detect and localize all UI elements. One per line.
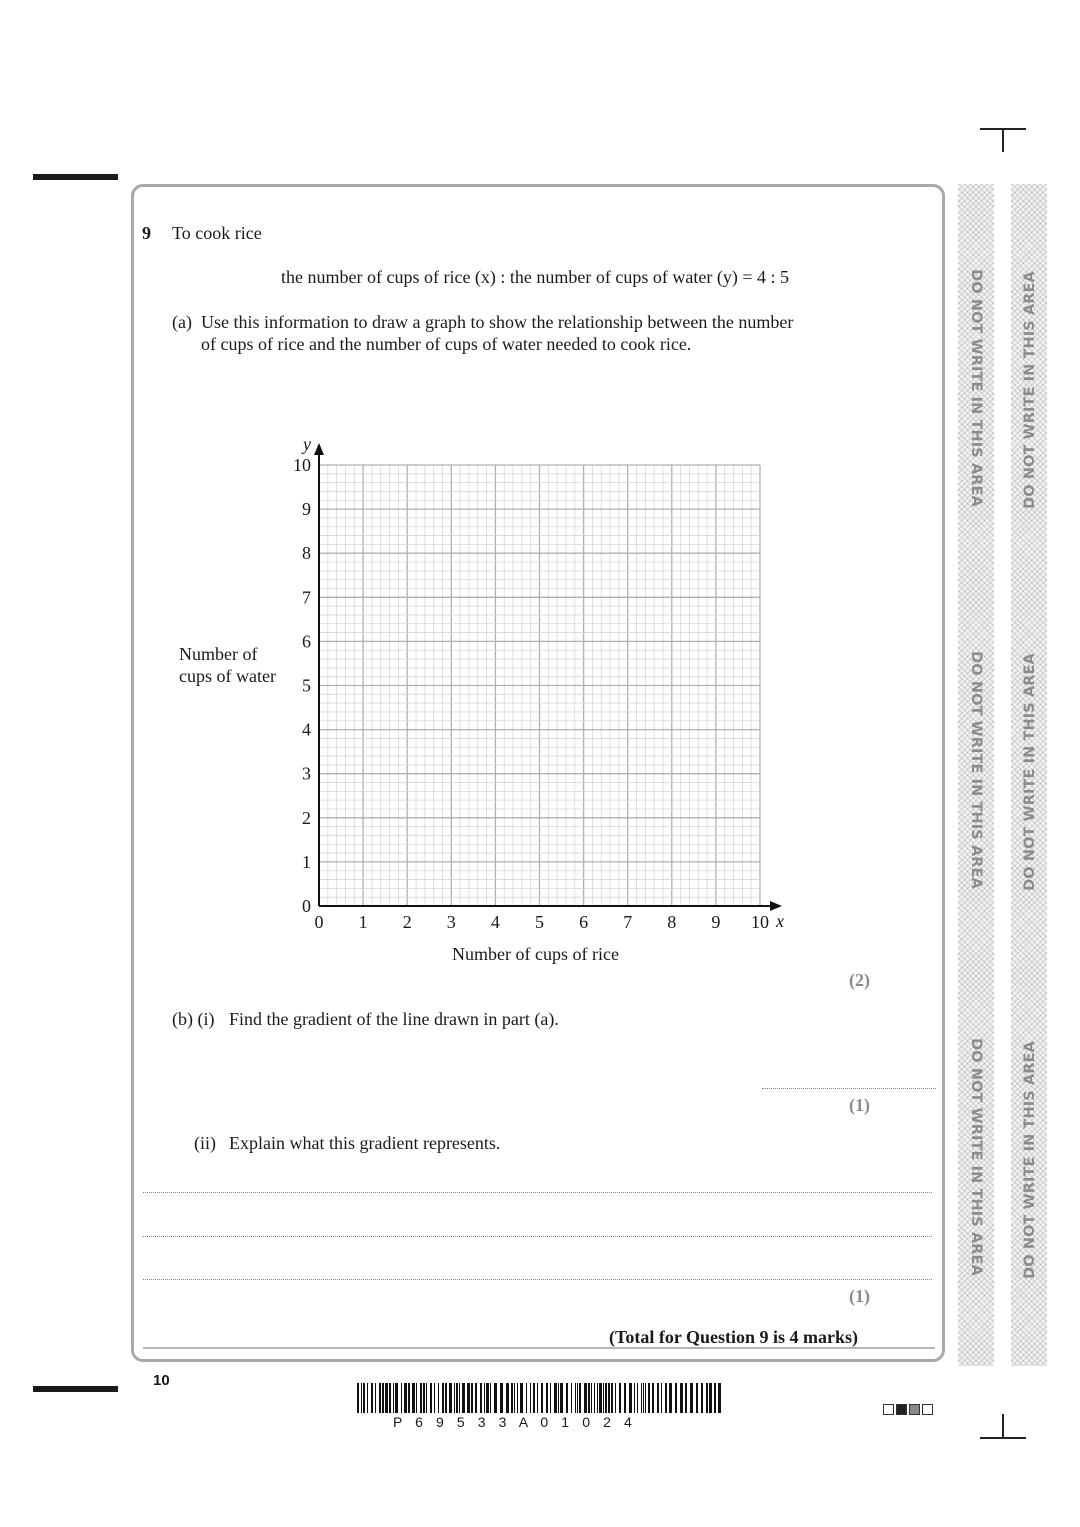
y-axis-title-line-1: Number of	[179, 644, 258, 664]
barcode-bar	[696, 1383, 698, 1413]
barcode-bar	[459, 1383, 460, 1413]
barcode-bar	[430, 1383, 432, 1413]
barcode-bar	[404, 1383, 407, 1413]
barcode-bar	[537, 1383, 538, 1413]
barcode-bar	[389, 1383, 391, 1413]
barcode-bar	[442, 1383, 444, 1413]
barcode-bar	[680, 1383, 683, 1413]
barcode-bar	[401, 1383, 402, 1413]
x-tick-label: 3	[446, 912, 456, 932]
exam-page: 9 To cook rice the number of cups of rice (x) : the number of cups of water (y) = 4 : 5 (a) Use this information to draw a graph to show the relationship between the number of cups of rice and the number of cups of water needed to cook rice. Number of cups of water 0 1 2 3 4 5 6 7 8 9 10 0 1 2 3 4 5 6 7 8 9 10 x y Number of cups of rice (2) (b) (i) Find the gradient of the line drawn in part (a). (1) (ii) Explain what this gradient represents. (1) (Total for Question 9 is 4 marks) DO NOT WRITE IN THIS AREA DO NOT WRITE IN THIS AREA DO NOT WRITE IN THIS AREA DO NOT WRITE IN THIS AREA DO NOT WRITE IN THIS AREA DO NOT WRITE IN THIS AREA 10 P 6 9 5 3 3 A 0 1 0 2 4	[0, 0, 1080, 1527]
barcode-bar	[675, 1383, 677, 1413]
y-axis-arrow	[314, 443, 324, 455]
barcode-bar	[634, 1383, 635, 1413]
barcode-bar	[449, 1383, 452, 1413]
barcode-bar	[718, 1383, 721, 1413]
barcode-bar	[560, 1383, 563, 1413]
x-tick-label: 10	[751, 912, 769, 932]
sheet-marker-2	[896, 1404, 907, 1415]
barcode-bar	[597, 1383, 598, 1413]
barcode-bar	[558, 1383, 559, 1413]
barcode-bar	[412, 1383, 415, 1413]
barcode-bar	[357, 1383, 359, 1413]
question-total: (Total for Question 9 is 4 marks)	[609, 1327, 859, 1347]
barcode-bar	[526, 1383, 527, 1413]
barcode-bar	[490, 1383, 491, 1413]
barcode-bar	[385, 1383, 388, 1413]
x-tick-label: 1	[358, 912, 368, 932]
barcode-bar	[530, 1383, 531, 1413]
barcode-bar	[619, 1383, 621, 1413]
part-a-line-1: Use this information to draw a graph to show the relationship between the number	[201, 312, 794, 332]
barcode-bar	[550, 1383, 551, 1413]
barcode-bar	[471, 1383, 473, 1413]
barcode-bar	[393, 1383, 394, 1413]
answer-line-b-i[interactable]	[762, 1088, 936, 1089]
barcode-bar	[629, 1383, 632, 1413]
barcode-bar	[566, 1383, 568, 1413]
x-tick-label: 4	[490, 912, 500, 932]
barcode-bar	[541, 1383, 543, 1413]
barcode-bar	[462, 1383, 465, 1413]
barcode-bar	[701, 1383, 703, 1413]
barcode-bar	[657, 1383, 659, 1413]
barcode-bar	[709, 1383, 712, 1413]
x-tick-label: 7	[623, 912, 633, 932]
sheet-marker-1	[883, 1404, 894, 1415]
answer-line-b-ii-2[interactable]	[143, 1236, 932, 1237]
barcode-bar	[454, 1383, 455, 1413]
part-b-i-text: Find the gradient of the line drawn in part (a).	[229, 1009, 559, 1029]
y-tick-label: 10	[293, 455, 311, 475]
barcode-bar	[643, 1383, 644, 1413]
barcode-bar	[611, 1383, 613, 1413]
barcode-bar	[584, 1383, 587, 1413]
barcode-bar	[475, 1383, 477, 1413]
y-tick-label: 0	[302, 896, 311, 916]
barcode-bar	[480, 1383, 482, 1413]
barcode-bar	[506, 1383, 509, 1413]
part-a-marks: (2)	[849, 970, 870, 990]
barcode-bar	[467, 1383, 470, 1413]
part-a-line-2: of cups of rice and the number of cups of water needed to cook rice.	[201, 334, 692, 354]
y-axis-title-line-2: cups of water	[179, 666, 276, 686]
barcode-bar	[645, 1383, 646, 1413]
barcode-bar	[382, 1383, 384, 1413]
barcode-bar	[579, 1383, 581, 1413]
barcode-bar	[416, 1383, 417, 1413]
part-b-i-marks: (1)	[849, 1095, 870, 1115]
barcode-bar	[599, 1383, 602, 1413]
barcode-bar	[426, 1383, 427, 1413]
x-tick-label: 0	[314, 912, 324, 932]
barcode-bar	[588, 1383, 590, 1413]
barcode-bar	[594, 1383, 595, 1413]
barcode-bar	[438, 1383, 439, 1413]
barcode-bar	[434, 1383, 435, 1413]
barcode-bar	[367, 1383, 368, 1413]
barcode-bar	[500, 1383, 503, 1413]
barcode-bar	[685, 1383, 687, 1413]
barcode-bar	[575, 1383, 576, 1413]
barcode-bar	[624, 1383, 626, 1413]
part-b-label: (b) (i)	[172, 1009, 215, 1029]
barcode-bar	[363, 1383, 365, 1413]
sheet-marker-3	[909, 1404, 920, 1415]
barcode-bar	[577, 1383, 578, 1413]
crop-mark-bottom-v	[1002, 1414, 1004, 1438]
x-tick-label: 2	[402, 912, 412, 932]
barcode-bar	[706, 1383, 708, 1413]
barcode-bar	[484, 1383, 485, 1413]
y-tick-label: 1	[302, 851, 311, 872]
barcode-bar	[361, 1383, 362, 1413]
y-tick-label: 9	[302, 499, 311, 520]
barcode-bar	[423, 1383, 425, 1413]
x-tick-label: 6	[579, 912, 589, 932]
barcode-bar	[637, 1383, 638, 1413]
answer-line-b-ii-3[interactable]	[143, 1279, 932, 1280]
y-axis-symbol: y	[303, 434, 311, 454]
barcode-bar	[511, 1383, 513, 1413]
barcode-bar	[571, 1383, 572, 1413]
barcode-bar	[494, 1383, 497, 1413]
part-b-ii-text: Explain what this gradient represents.	[229, 1133, 501, 1153]
question-number: 9	[142, 223, 151, 243]
barcode-bar	[714, 1383, 716, 1413]
barcode-bar	[608, 1383, 610, 1413]
barcode-bar	[420, 1383, 422, 1413]
edge-bar-bottom	[33, 1386, 118, 1392]
barcode-bar	[546, 1383, 548, 1413]
x-axis-title: Number of cups of rice	[452, 944, 619, 964]
y-tick-label: 3	[302, 763, 311, 784]
barcode-bar	[615, 1383, 616, 1413]
total-rule	[143, 1347, 935, 1349]
barcode-bar	[486, 1383, 489, 1413]
x-tick-label: 5	[535, 912, 544, 932]
barcode-bar	[605, 1383, 607, 1413]
barcode-bar	[456, 1383, 458, 1413]
barcode-bar	[514, 1383, 515, 1413]
x-axis-symbol: x	[776, 911, 784, 931]
y-tick-label: 6	[302, 631, 311, 652]
barcode-bar	[641, 1383, 642, 1413]
part-a-label: (a)	[172, 312, 192, 332]
y-tick-label: 2	[302, 807, 311, 828]
barcode-bar	[408, 1383, 410, 1413]
barcode-bar	[648, 1383, 650, 1413]
barcode-bar	[690, 1383, 693, 1413]
barcode-bar	[661, 1383, 662, 1413]
part-b-ii-label: (ii)	[194, 1133, 216, 1153]
page-number: 10	[153, 1372, 170, 1389]
ratio-line: the number of cups of rice (x) : the number of cups of water (y) = 4 : 5	[281, 267, 789, 287]
x-tick-label: 8	[667, 912, 677, 932]
barcode-bar	[533, 1383, 535, 1413]
part-b-ii-marks: (1)	[849, 1286, 870, 1306]
barcode-bar	[379, 1383, 381, 1413]
answer-line-b-ii-1[interactable]	[143, 1192, 932, 1193]
y-tick-label: 5	[302, 675, 311, 696]
barcode-bar	[665, 1383, 667, 1413]
barcode-bar	[371, 1383, 373, 1413]
barcode-bar	[603, 1383, 604, 1413]
barcode-bar	[652, 1383, 654, 1413]
sheet-marker-4	[922, 1404, 933, 1415]
y-tick-label: 4	[302, 719, 311, 740]
barcode-bar	[445, 1383, 447, 1413]
barcode-bar	[554, 1383, 557, 1413]
question-intro: To cook rice	[172, 223, 262, 243]
y-tick-label: 8	[302, 543, 311, 564]
y-tick-label: 7	[302, 587, 311, 608]
x-axis-arrow	[770, 901, 782, 911]
x-tick-label: 9	[711, 912, 721, 932]
barcode-bar	[520, 1383, 523, 1413]
barcode-bar	[375, 1383, 376, 1413]
barcode-text: P 6 9 5 3 3 A 0 1 0 2 4	[393, 1414, 637, 1430]
barcode-bar	[517, 1383, 518, 1413]
barcode-bar	[591, 1383, 592, 1413]
barcode	[357, 1383, 721, 1413]
barcode-bar	[395, 1383, 398, 1413]
barcode-bar	[669, 1383, 672, 1413]
